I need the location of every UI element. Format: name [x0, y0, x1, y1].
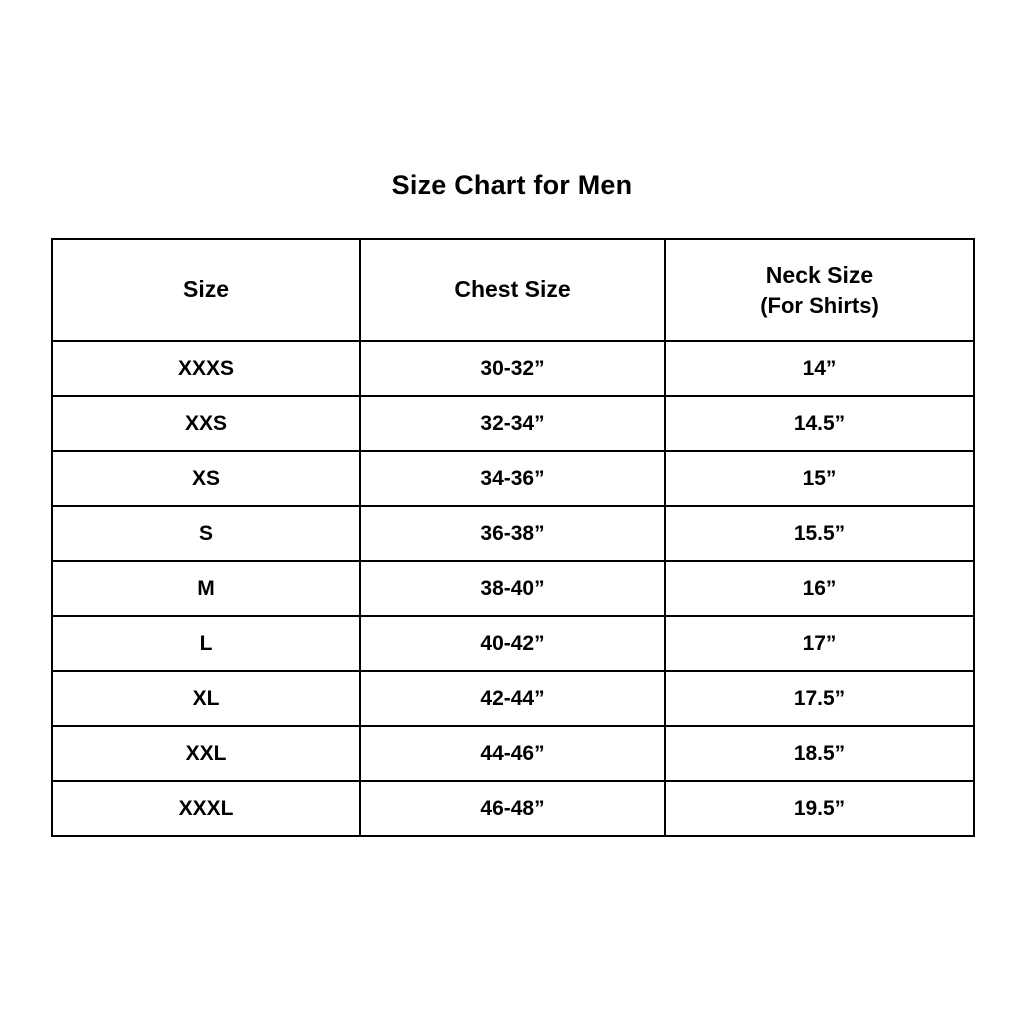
- cell-chest: 32-34”: [360, 396, 665, 451]
- cell-neck: 15.5”: [665, 506, 974, 561]
- page-title: Size Chart for Men: [391, 170, 633, 200]
- cell-size: XXXS: [52, 341, 360, 396]
- table-row: [52, 561, 974, 616]
- table-row: [52, 671, 974, 726]
- cell-neck: 15”: [665, 451, 974, 506]
- cell-size: XXL: [52, 726, 360, 781]
- cell-size: XXS: [52, 396, 360, 451]
- cell-size: XXXL: [52, 781, 360, 836]
- cell-size: M: [52, 561, 360, 616]
- column-header-chest-size-label: Chest Size: [454, 276, 571, 303]
- cell-size: L: [52, 616, 360, 671]
- table-row: [52, 506, 974, 561]
- column-header-chest-size: [360, 239, 665, 341]
- table-header-row: [52, 239, 974, 341]
- size-chart-table: [51, 238, 975, 837]
- cell-chest: 46-48”: [360, 781, 665, 836]
- column-header-neck-size: [665, 239, 974, 341]
- cell-chest: 30-32”: [360, 341, 665, 396]
- cell-size: XS: [52, 451, 360, 506]
- cell-chest: 40-42”: [360, 616, 665, 671]
- cell-chest: 44-46”: [360, 726, 665, 781]
- table-row: [52, 341, 974, 396]
- cell-neck: 18.5”: [665, 726, 974, 781]
- cell-chest: 42-44”: [360, 671, 665, 726]
- column-header-neck-size-sublabel: (For Shirts): [760, 292, 879, 318]
- cell-neck: 17.5”: [665, 671, 974, 726]
- table-row: [52, 726, 974, 781]
- column-header-size-label: Size: [182, 276, 230, 303]
- cell-neck: 14”: [665, 341, 974, 396]
- cell-size: XL: [52, 671, 360, 726]
- table-row: [52, 616, 974, 671]
- cell-size: S: [52, 506, 360, 561]
- cell-neck: 14.5”: [665, 396, 974, 451]
- cell-neck: 17”: [665, 616, 974, 671]
- table-row: [52, 451, 974, 506]
- cell-chest: 34-36”: [360, 451, 665, 506]
- size-chart-table-container: [51, 238, 973, 837]
- cell-chest: 36-38”: [360, 506, 665, 561]
- cell-neck: 19.5”: [665, 781, 974, 836]
- table-header: [52, 239, 974, 341]
- table-row: [52, 781, 974, 836]
- column-header-neck-size-label: Neck Size: [765, 261, 874, 288]
- table-row: [52, 396, 974, 451]
- cell-neck: 16”: [665, 561, 974, 616]
- cell-chest: 38-40”: [360, 561, 665, 616]
- table-body: [52, 341, 974, 836]
- column-header-size: [52, 239, 360, 341]
